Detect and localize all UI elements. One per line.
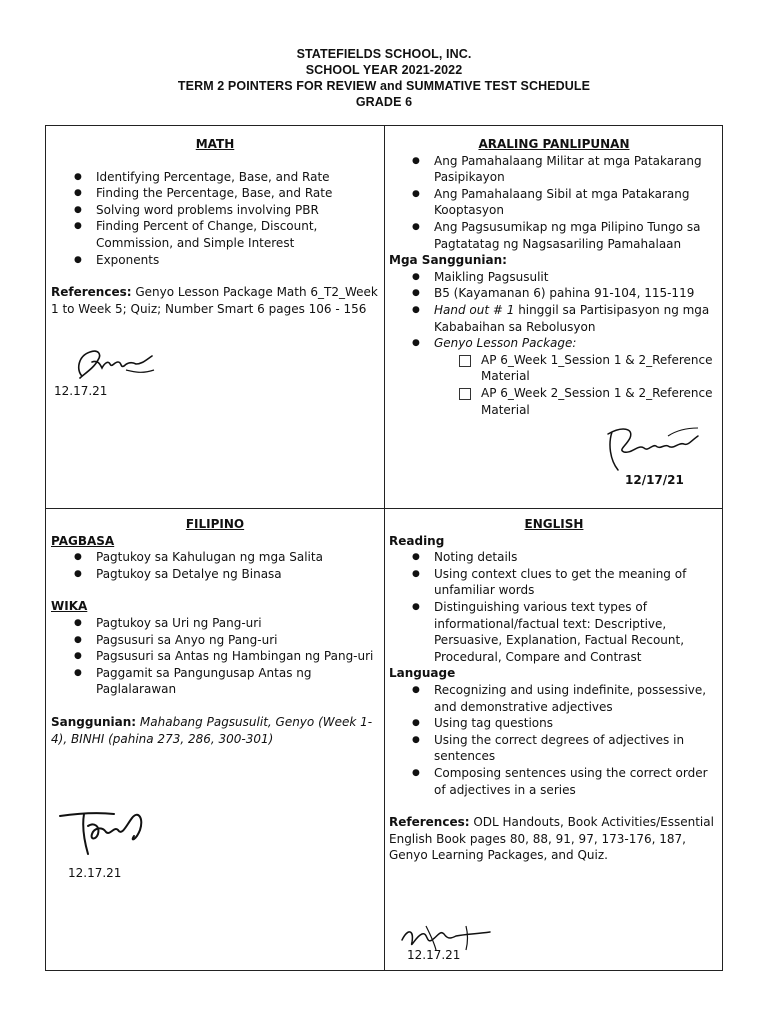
list-item: ● B5 (Kayamanan 6) pahina 91-104, 115-119 bbox=[389, 285, 719, 302]
list-item: ● Identifying Percentage, Base, and Rate bbox=[51, 169, 379, 186]
english-title: ENGLISH bbox=[524, 517, 584, 531]
list-item: ● Solving word problems involving PBR bbox=[51, 202, 379, 219]
pagbasa-heading: PAGBASA bbox=[51, 533, 115, 548]
list-item: ● Ang Pagsusumikap ng mga Pilipino Tungo sa Pagtatatag ng Nagsasariling Pamahalaan bbox=[389, 219, 719, 252]
wika-heading: WIKA bbox=[51, 599, 88, 614]
math-cell bbox=[51, 136, 379, 317]
document-title: TERM 2 POINTERS FOR REVIEW and SUMMATIVE TEST SCHEDULE bbox=[177, 79, 591, 93]
references-label: References: bbox=[389, 815, 470, 830]
list-item: ● Composing sentences using the correct order of adjectives in a series bbox=[389, 765, 719, 798]
references-text: Mahabang Pagsusulit, Genyo (Week 1-4), BINHI (pahina 273, 286, 300-301) bbox=[51, 714, 373, 746]
math-topic-list bbox=[51, 169, 379, 269]
filipino-cell bbox=[51, 516, 379, 747]
list-item: ● Pagtukoy sa Detalye ng Binasa bbox=[51, 566, 379, 583]
handout-text: hinggil sa Partisipasyon ng mga Kababaihan sa Rebolusyon bbox=[434, 302, 710, 334]
table-divider-vertical bbox=[384, 126, 385, 970]
wika-list bbox=[51, 615, 379, 698]
ap-topic-list bbox=[389, 153, 719, 253]
math-title: MATH bbox=[195, 137, 235, 151]
language-list bbox=[389, 682, 719, 798]
list-item: ● Finding Percent of Change, Discount, Commission, and Simple Interest bbox=[51, 218, 379, 251]
math-signature bbox=[68, 340, 158, 386]
school-name: STATEFIELDS SCHOOL, INC. bbox=[296, 47, 472, 61]
list-item: ● Using tag questions bbox=[389, 715, 719, 732]
list-item: ● Maikling Pagsusulit bbox=[389, 269, 719, 286]
references-text: Genyo Lesson Package Math 6_T2_Week 1 to Week 5; Quiz; Number Smart 6 pages 106 - 156 bbox=[51, 285, 378, 316]
references-label: References: bbox=[51, 285, 132, 300]
pagbasa-list bbox=[51, 549, 379, 582]
list-item: ● Using the correct degrees of adjectives in sentences bbox=[389, 732, 719, 765]
english-cell bbox=[389, 516, 719, 864]
subjects-table bbox=[45, 125, 723, 971]
filipino-date: 12.17.21 bbox=[68, 866, 122, 880]
ap-title: ARALING PANLIPUNAN bbox=[478, 137, 630, 151]
list-item: ● Pagsusuri sa Anyo ng Pang-uri bbox=[51, 632, 379, 649]
list-item: ● Distinguishing various text types of informational/factual text: Descriptive, Persuasive, Explanation, Factual Recount, Procedural, Compare and Contrast bbox=[389, 599, 719, 665]
table-divider-horizontal bbox=[46, 508, 722, 509]
filipino-references bbox=[51, 714, 379, 747]
language-heading: Language bbox=[389, 666, 456, 681]
handout-label: Hand out # 1 bbox=[434, 302, 515, 317]
references-text: ODL Handouts, Book Activities/Essential English Book pages 80, 88, 91, 97, 173-176, 187, Genyo Learning Packages, and Quiz. bbox=[389, 815, 714, 863]
references-label: Sanggunian: bbox=[51, 714, 137, 729]
list-item: ● Noting details bbox=[389, 549, 719, 566]
ap-sources-list bbox=[389, 269, 719, 352]
document-header bbox=[0, 46, 768, 110]
checkbox-item: AP 6_Week 1_Session 1 & 2_Reference Material bbox=[389, 352, 719, 385]
list-item: ● Finding the Percentage, Base, and Rate bbox=[51, 185, 379, 202]
grade-level: GRADE 6 bbox=[355, 95, 413, 109]
school-year: SCHOOL YEAR 2021-2022 bbox=[305, 63, 463, 77]
list-item: ● Ang Pamahalaang Militar at mga Patakarang Pasipikayon bbox=[389, 153, 719, 186]
reading-heading: Reading bbox=[389, 533, 445, 548]
filipino-title: FILIPINO bbox=[185, 517, 245, 531]
filipino-signature bbox=[54, 796, 154, 862]
checkbox-item: AP 6_Week 2_Session 1 & 2_Reference Material bbox=[389, 385, 719, 418]
list-item: ● Recognizing and using indefinite, possessive, and demonstrative adjectives bbox=[389, 682, 719, 715]
ap-cell bbox=[389, 136, 719, 418]
ap-sources-label: Mga Sanggunian: bbox=[389, 253, 507, 268]
ap-signature bbox=[598, 414, 708, 476]
list-item: ● Genyo Lesson Package: bbox=[389, 335, 719, 352]
list-item: ● Ang Pamahalaang Sibil at mga Patakarang Kooptasyon bbox=[389, 186, 719, 219]
list-item: ● Pagtukoy sa Kahulugan ng mga Salita bbox=[51, 549, 379, 566]
list-item: ● Using context clues to get the meaning of unfamiliar words bbox=[389, 566, 719, 599]
list-item: ● Pagsusuri sa Antas ng Hambingan ng Pang-uri bbox=[51, 648, 379, 665]
math-references bbox=[51, 284, 379, 317]
ap-date: 12/17/21 bbox=[625, 473, 684, 487]
math-date: 12.17.21 bbox=[54, 384, 108, 398]
english-date: 12.17.21 bbox=[407, 948, 461, 962]
reading-list bbox=[389, 549, 719, 665]
list-item: ● Pagtukoy sa Uri ng Pang-uri bbox=[51, 615, 379, 632]
list-item bbox=[389, 302, 719, 335]
list-item: ● Paggamit sa Pangungusap Antas ng Paglalarawan bbox=[51, 665, 379, 698]
ap-checklist bbox=[389, 352, 719, 418]
list-item: ● Exponents bbox=[51, 252, 379, 269]
english-references bbox=[389, 814, 719, 864]
